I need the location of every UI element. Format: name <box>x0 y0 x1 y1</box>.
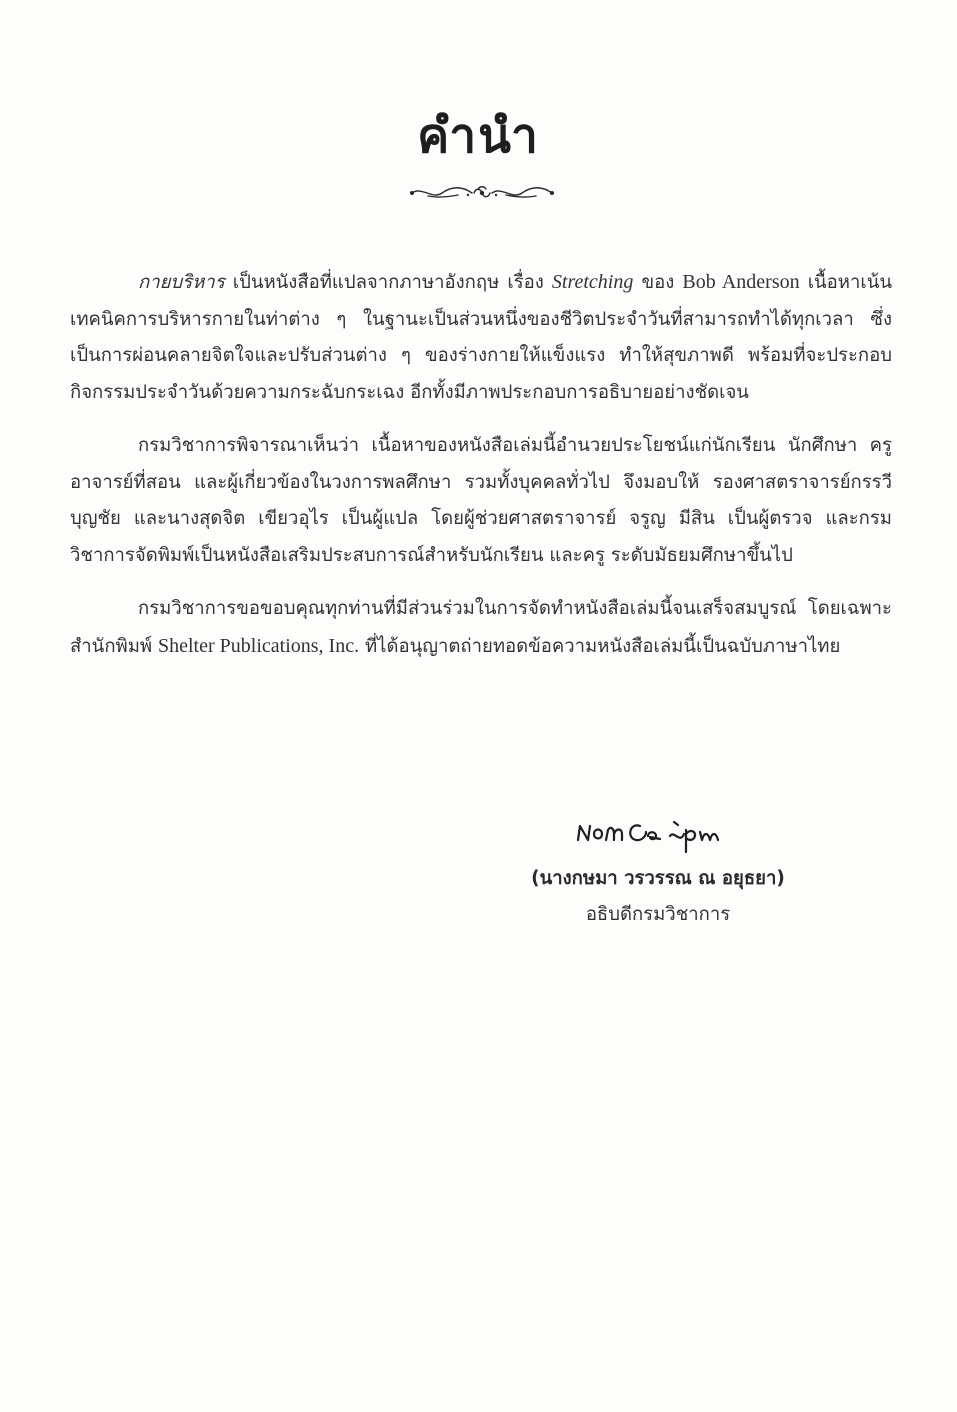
signer-name: (นางกษมา วรวรรณ ณ อยุธยา) <box>531 868 785 889</box>
paragraph-3-part-1: กรมวิชาการขอขอบคุณทุกท่านที่มีส่วนร่วมในการจัดทำหนังสือเล่มนี้จนเสร็จสมบูรณ์ โดยเฉพาะสำนักพิมพ์ <box>70 598 892 657</box>
book-name-thai: กายบริหาร <box>138 272 225 293</box>
signer-position: อธิบดีกรมวิชาการ <box>585 904 731 925</box>
paragraph-1-part-2: ของ <box>633 272 683 293</box>
paragraph-3 <box>70 591 892 665</box>
foreword-body <box>70 264 892 682</box>
paragraph-1 <box>70 264 892 411</box>
paragraph-1-part-3: เนื้อหาเน้นเทคนิคการบริหารกายในท่าต่าง ๆ ในฐานะเป็นส่วนหนึ่งของชีวิตประจำวันที่สามารถทำได้ทุกเวลา ซึ่งเป็นการผ่อนคลายจิตใจและปรับส่วนต่าง ๆ ของร่างกายให้แข็งแรง ทำให้สุขภาพดี พร้อมที่จะประกอบกิจกรรมประจำวันด้วยความกระฉับกระเฉง อีกทั้งมีภาพประกอบการอธิบายอย่างชัดเจน <box>70 272 892 403</box>
author-name: Bob Anderson <box>682 271 800 293</box>
publisher-name: Shelter Publications, Inc. <box>158 634 360 657</box>
handwritten-signature-icon <box>574 812 774 862</box>
page-title: คำนำ <box>417 108 540 164</box>
paragraph-2: กรมวิชาการพิจารณาเห็นว่า เนื้อหาของหนังสือเล่มนี้อำนวยประโยชน์แก่นักเรียน นักศึกษา ครู อาจารย์ที่สอน และผู้เกี่ยวข้องในวงการพลศึกษา รวมทั้งบุคคลทั่วไป จึงมอบให้ รองศาสตราจารย์กรรวี บุญชัย และนางสุดจิต เขียวอุไร เป็นผู้แปล โดยผู้ช่วยศาสตราจารย์ จรูญ มีสิน เป็นผู้ตรวจ และกรมวิชาการจัดพิมพ์เป็นหนังสือเสริมประสบการณ์สำหรับนักเรียน และครู ระดับมัธยมศึกษาขึ้นไป <box>70 435 892 566</box>
book-title-english: Stretching <box>551 271 634 293</box>
decorative-divider-icon <box>408 182 556 204</box>
paragraph-3-part-2: ที่ได้อนุญาตถ่ายทอดข้อความหนังสือเล่มนี้เป็นฉบับภาษาไทย <box>359 635 841 657</box>
paragraph-1-part-1: เป็นหนังสือที่แปลจากภาษาอังกฤษ เรื่อง <box>224 272 552 293</box>
